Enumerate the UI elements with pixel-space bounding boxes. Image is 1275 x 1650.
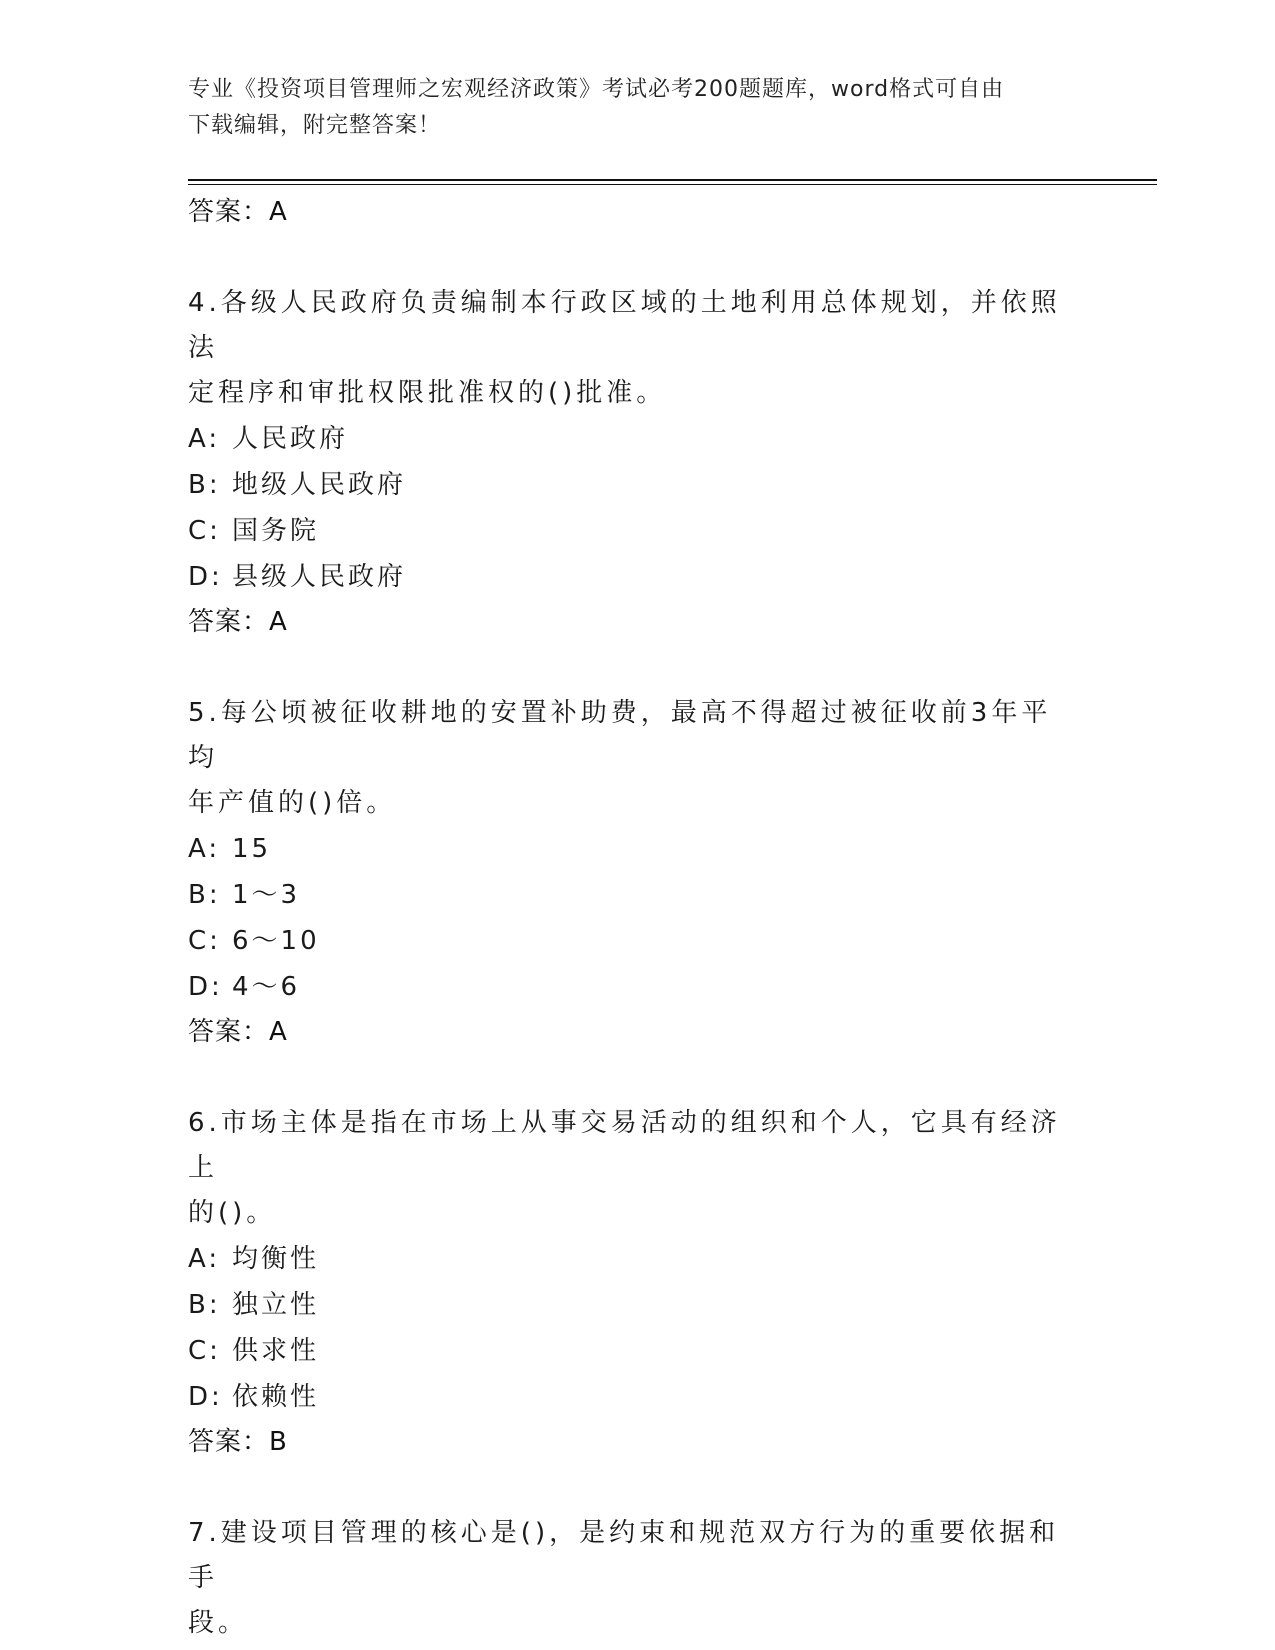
header-divider-thin [188, 184, 1157, 185]
question-item [188, 1101, 1068, 1464]
question-item [188, 281, 1068, 644]
question-item [188, 1511, 1068, 1646]
option-text: 县级人民政府 [232, 562, 407, 592]
option-key: D: [188, 562, 223, 592]
option-key: C: [188, 516, 221, 546]
question-line: 6.市场主体是指在市场上从事交易活动的组织和个人，它具有经济上 [188, 1108, 1061, 1183]
option-key: A: [188, 834, 221, 864]
option-text: 依赖性 [232, 1382, 320, 1412]
option-text: 国务院 [232, 516, 320, 546]
option-text: 供求性 [232, 1336, 320, 1366]
option-a [188, 1236, 1068, 1282]
question-line: 段。 [188, 1608, 249, 1638]
header-line-2: 下载编辑，附完整答案！ [188, 113, 442, 138]
question-line: 5.每公顷被征收耕地的安置补助费，最高不得超过被征收前3年平均 [188, 698, 1052, 773]
option-key: A: [188, 1244, 221, 1274]
answer-line: 答案：A [188, 1017, 288, 1047]
option-key: C: [188, 1336, 221, 1366]
option-text: 地级人民政府 [232, 470, 407, 500]
option-d [188, 554, 1068, 600]
option-a [188, 416, 1068, 462]
option-text: 1～3 [232, 880, 301, 910]
question-text [188, 691, 1068, 826]
question-item [188, 691, 1068, 1054]
option-key: A: [188, 424, 221, 454]
option-c [188, 1328, 1068, 1374]
header-line-1: 专业《投资项目管理师之宏观经济政策》考试必考200题题库，word格式可自由 [188, 77, 1005, 102]
question-line: 7.建设项目管理的核心是()，是约束和规范双方行为的重要依据和手 [188, 1518, 1060, 1593]
option-key: D: [188, 1382, 223, 1412]
option-b [188, 462, 1068, 508]
option-c [188, 918, 1068, 964]
answer-line: 答案：A [188, 607, 288, 637]
question-line: 定程序和审批权限批准权的()批准。 [188, 378, 667, 408]
option-text: 15 [232, 834, 272, 864]
header-divider-thick [188, 179, 1157, 181]
question-list [188, 190, 1068, 1646]
option-a [188, 826, 1068, 872]
question-text [188, 1101, 1068, 1236]
question-text [188, 1511, 1068, 1646]
answer-line: 答案：B [188, 1427, 288, 1457]
option-d [188, 964, 1068, 1010]
option-text: 4～6 [232, 972, 301, 1002]
option-c [188, 508, 1068, 554]
option-key: C: [188, 926, 221, 956]
option-text: 均衡性 [232, 1244, 320, 1274]
question-line: 年产值的()倍。 [188, 788, 397, 818]
document-header [188, 72, 1068, 144]
option-text: 6～10 [232, 926, 320, 956]
option-key: B: [188, 470, 221, 500]
question-line: 4.各级人民政府负责编制本行政区域的土地利用总体规划，并依照法 [188, 288, 1061, 363]
option-text: 人民政府 [232, 424, 349, 454]
option-key: D: [188, 972, 223, 1002]
option-key: B: [188, 880, 221, 910]
answer-line: 答案：A [188, 197, 288, 227]
option-key: B: [188, 1290, 221, 1320]
option-b [188, 872, 1068, 918]
question-text [188, 281, 1068, 416]
option-d [188, 1374, 1068, 1420]
question-line: 的()。 [188, 1198, 277, 1228]
option-b [188, 1282, 1068, 1328]
option-text: 独立性 [232, 1290, 320, 1320]
